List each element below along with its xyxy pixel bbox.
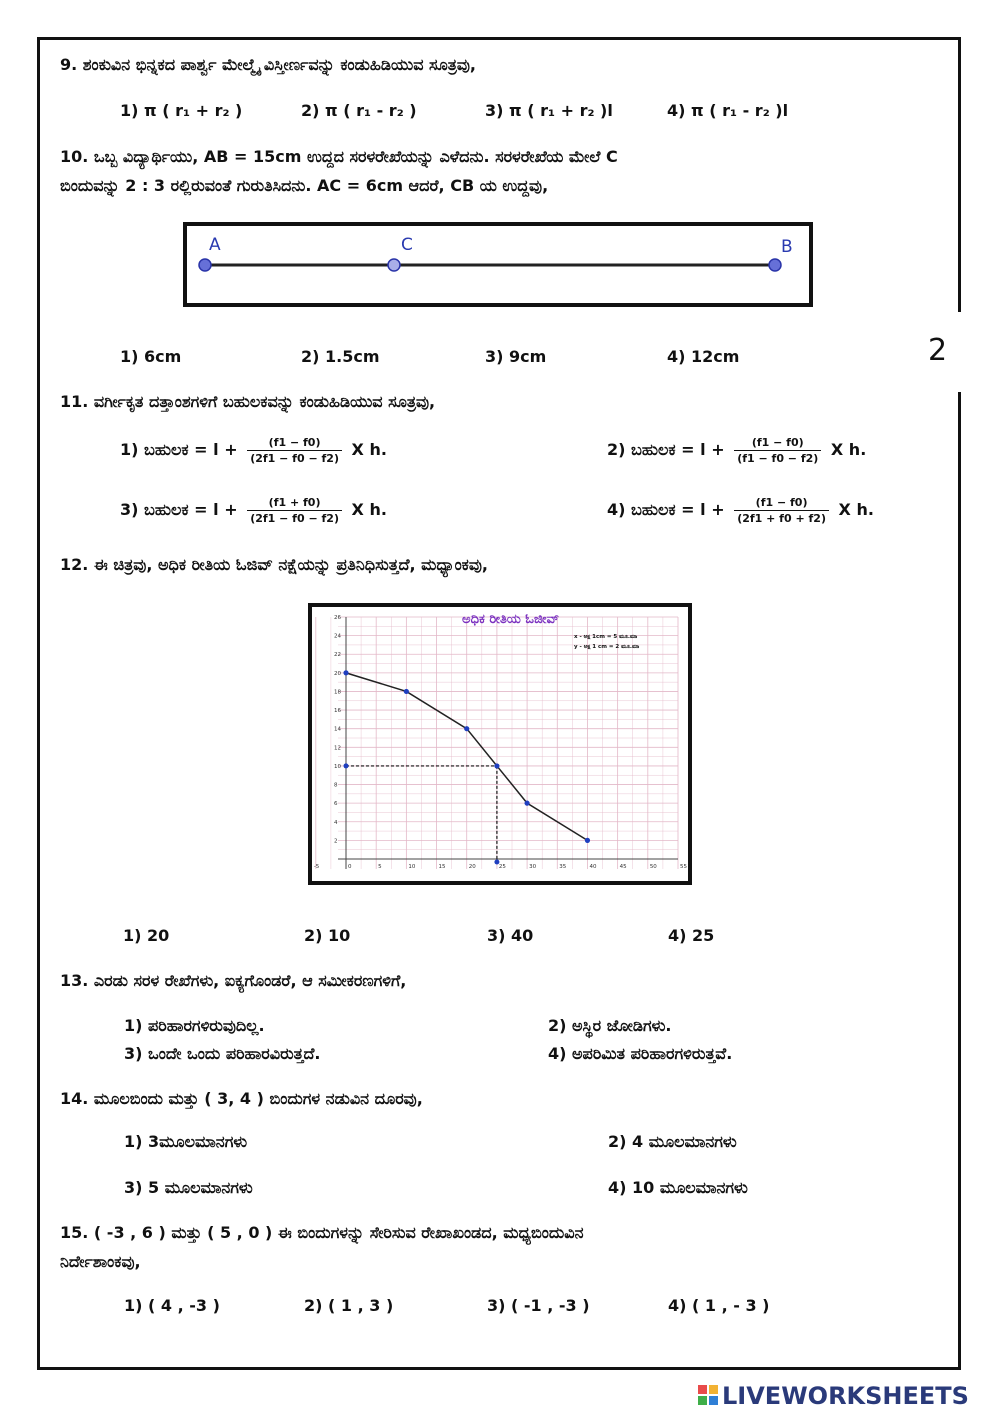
x-tick-label: 25	[498, 864, 506, 870]
q11-option-2[interactable]	[607, 436, 866, 465]
q9-option-2[interactable]: 2) π ( r₁ - r₂ )	[301, 101, 417, 120]
q13-option-1[interactable]: 1) ಪರಿಹಾರಗಳಿರುವುದಿಲ್ಲ.	[124, 1016, 265, 1035]
q11-option-1-prefix: 1) ಬಹುಲಕ = l +	[120, 440, 238, 459]
x-tick-label: 5	[378, 864, 382, 870]
ogive-svg	[312, 607, 688, 881]
q11-option-3-suffix: X h.	[351, 500, 387, 519]
q11-option-4-fraction	[734, 496, 829, 525]
q11-option-2-fraction	[734, 436, 821, 465]
ogive-point	[404, 689, 409, 694]
ogive-point	[524, 801, 529, 806]
x-tick-label: 10	[408, 864, 416, 870]
q15-option-3[interactable]: 3) ( -1 , -3 )	[487, 1296, 590, 1315]
label-b: B	[781, 237, 793, 257]
q11-option-2-numerator: (f1 − f0)	[734, 436, 821, 451]
q11-option-4-prefix: 4) ಬಹುಲಕ = l +	[607, 500, 725, 519]
ogive-point	[494, 763, 499, 768]
ogive-point	[585, 838, 590, 843]
q15-option-2[interactable]: 2) ( 1 , 3 )	[304, 1296, 394, 1315]
y-tick-label: 2	[334, 838, 338, 845]
page-number: 2	[928, 333, 948, 368]
x-tick-label: 50	[649, 864, 657, 870]
q11-option-3-numerator: (f1 + f0)	[247, 496, 342, 511]
q14-option-4[interactable]: 4) 10 ಮೂಲಮಾನಗಳು	[608, 1178, 748, 1197]
q12-option-2[interactable]: 2) 10	[304, 926, 351, 945]
question-11: 11. ವರ್ಗೀಕೃತ ದತ್ತಾಂಶಗಳಿಗೆ ಬಹುಲಕವನ್ನು ಕಂಡುಹಿಡಿಯುವ ಸೂತ್ರವು,	[60, 392, 436, 411]
y-tick-label: 10	[334, 763, 341, 770]
point-b	[769, 259, 781, 271]
point-c	[388, 259, 400, 271]
q11-option-1-numerator: (f1 − f0)	[247, 436, 342, 451]
question-10-line-2: ಬಿಂದುವನ್ನು 2 : 3 ರಲ್ಲಿರುವಂತೆ ಗುರುತಿಸಿದನು. AC = 6cm ಆದರೆ, CB ಯ ಉದ್ದವು,	[60, 176, 549, 195]
q11-option-2-denominator: (f1 − f0 − f2)	[737, 452, 819, 465]
x-tick-label: 20	[468, 864, 476, 870]
ogive-point	[464, 726, 469, 731]
q14-option-3[interactable]: 3) 5 ಮೂಲಮಾನಗಳು	[124, 1178, 253, 1197]
y-tick-label: 8	[334, 782, 338, 789]
q11-option-3[interactable]	[120, 496, 387, 525]
q10-option-2[interactable]: 2) 1.5cm	[301, 347, 380, 366]
line-segment-svg	[187, 226, 809, 303]
question-14: 14. ಮೂಲಬಿಂದು ಮತ್ತು ( 3, 4 ) ಬಿಂದುಗಳ ನಡುವಿನ ದೂರವು,	[60, 1089, 423, 1108]
q14-option-1[interactable]: 1) 3ಮೂಲಮಾನಗಳು	[124, 1132, 248, 1151]
y-tick-label: 20	[334, 670, 341, 677]
y-tick-label: 22	[334, 652, 341, 659]
label-a: A	[209, 235, 221, 255]
question-9: 9. ಶಂಕುವಿನ ಭಿನ್ನಕದ ಪಾರ್ಶ್ವ ಮೇಲ್ಮೈ ವಿಸ್ತೀರ್ಣವನ್ನು ಕಂಡುಹಿಡಿಯುವ ಸೂತ್ರವು,	[60, 55, 477, 74]
chart-legend-x: x - ಅಕ್ಷ 1cm = 5 ಮೂ.ಮಾ	[574, 634, 638, 640]
question-15-line-2: ನಿರ್ದೇಶಾಂಕವು,	[60, 1252, 141, 1271]
question-15-line-1: 15. ( -3 , 6 ) ಮತ್ತು ( 5 , 0 ) ಈ ಬಿಂದುಗಳನ್ನು ಸೇರಿಸುವ ರೇಖಾಖಂಡದ, ಮಧ್ಯಬಿಂದುವಿನ	[60, 1223, 584, 1242]
q10-option-4[interactable]: 4) 12cm	[667, 347, 740, 366]
q11-option-2-suffix: X h.	[830, 440, 867, 459]
x-tick-label: 55	[680, 864, 687, 870]
q12-option-4[interactable]: 4) 25	[668, 926, 715, 945]
q11-option-2-prefix: 2) ಬಹುಲಕ = l +	[607, 440, 725, 459]
y-tick-label: 12	[334, 745, 341, 752]
y-tick-label: 4	[334, 819, 338, 826]
question-13: 13. ಎರಡು ಸರಳ ರೇಖೆಗಳು, ಐಕ್ಯಗೊಂಡರೆ, ಆ ಸಮೀಕರಣಗಳಿಗೆ,	[60, 971, 407, 990]
y-tick-label: 6	[334, 801, 338, 808]
q9-option-3[interactable]: 3) π ( r₁ + r₂ )l	[485, 101, 613, 120]
q11-option-3-prefix: 3) ಬಹುಲಕ = l +	[120, 500, 238, 519]
point-a	[199, 259, 211, 271]
x-tick-label: -5	[313, 864, 320, 870]
chart-legend-y: y - ಅಕ್ಷ 1 cm = 2 ಮೂ.ಮಾ	[574, 644, 640, 650]
q12-option-1[interactable]: 1) 20	[123, 926, 170, 945]
q13-option-4[interactable]: 4) ಅಪರಿಮಿತ ಪರಿಹಾರಗಳಿರುತ್ತವೆ.	[548, 1044, 733, 1063]
y-tick-label: 16	[334, 708, 341, 715]
chart-axes	[314, 615, 688, 870]
x-tick-label: 35	[559, 864, 567, 870]
q13-option-3[interactable]: 3) ಒಂದೇ ಒಂದು ಪರಿಹಾರವಿರುತ್ತದೆ.	[124, 1044, 321, 1063]
liveworksheets-logo-icon	[697, 1384, 719, 1406]
label-c: C	[401, 235, 413, 255]
x-tick-label: 30	[529, 864, 537, 870]
y-tick-label: 26	[334, 615, 341, 621]
q10-option-3[interactable]: 3) 9cm	[485, 347, 547, 366]
y-tick-label: 14	[334, 726, 341, 733]
chart-title: ಅಧಿಕ ರೀತಿಯ ಓಜೀವ್	[462, 612, 560, 627]
y-tick-label: 18	[334, 689, 341, 696]
median-guide-x-point	[494, 860, 499, 865]
q11-option-1-fraction	[247, 436, 342, 465]
ogive-point	[343, 670, 348, 675]
q11-option-4[interactable]	[607, 496, 874, 525]
q9-option-1[interactable]: 1) π ( r₁ + r₂ )	[120, 101, 243, 120]
q11-option-1-suffix: X h.	[351, 440, 387, 459]
x-tick-label: 45	[619, 864, 627, 870]
q11-option-3-fraction	[247, 496, 342, 525]
x-tick-label: 40	[589, 864, 597, 870]
q15-option-4[interactable]: 4) ( 1 , - 3 )	[668, 1296, 770, 1315]
x-tick-label: 15	[438, 864, 446, 870]
q11-option-1[interactable]	[120, 436, 387, 465]
liveworksheets-watermark: LIVEWORKSHEETS	[722, 1382, 969, 1410]
q9-option-4[interactable]: 4) π ( r₁ - r₂ )l	[667, 101, 789, 120]
q12-option-3[interactable]: 3) 40	[487, 926, 534, 945]
q13-option-2[interactable]: 2) ಅಸ್ಥಿರ ಜೋಡಿಗಳು.	[548, 1016, 672, 1035]
ogive-chart	[308, 603, 692, 885]
q15-option-1[interactable]: 1) ( 4 , -3 )	[124, 1296, 220, 1315]
median-guide-y-point	[344, 763, 349, 768]
question-12: 12. ಈ ಚಿತ್ರವು, ಅಧಿಕ ರೀತಿಯ ಓಜಿವ್ ನಕ್ಷೆಯನ್ನು ಪ್ರತಿನಿಧಿಸುತ್ತದೆ, ಮಧ್ಯಾಂಕವು,	[60, 555, 488, 574]
q11-option-3-denominator: (2f1 − f0 − f2)	[250, 512, 339, 525]
q11-option-4-suffix: X h.	[838, 500, 874, 519]
q14-option-2[interactable]: 2) 4 ಮೂಲಮಾನಗಳು	[608, 1132, 737, 1151]
line-segment-figure	[183, 222, 813, 307]
q11-option-1-denominator: (2f1 − f0 − f2)	[250, 452, 339, 465]
q10-option-1[interactable]: 1) 6cm	[120, 347, 182, 366]
x-tick-label: 0	[348, 864, 352, 870]
q11-option-4-numerator: (f1 − f0)	[734, 496, 829, 511]
y-tick-label: 24	[334, 633, 341, 640]
q11-option-4-denominator: (2f1 + f0 + f2)	[737, 512, 826, 525]
question-10-line-1: 10. ಒಬ್ಬ ವಿದ್ಯಾರ್ಥಿಯು, AB = 15cm ಉದ್ದದ ಸರಳರೇಖೆಯನ್ನು ಎಳೆದನು. ಸರಳರೇಖೆಯ ಮೇಲೆ C	[60, 147, 618, 166]
page-notch	[955, 312, 967, 392]
